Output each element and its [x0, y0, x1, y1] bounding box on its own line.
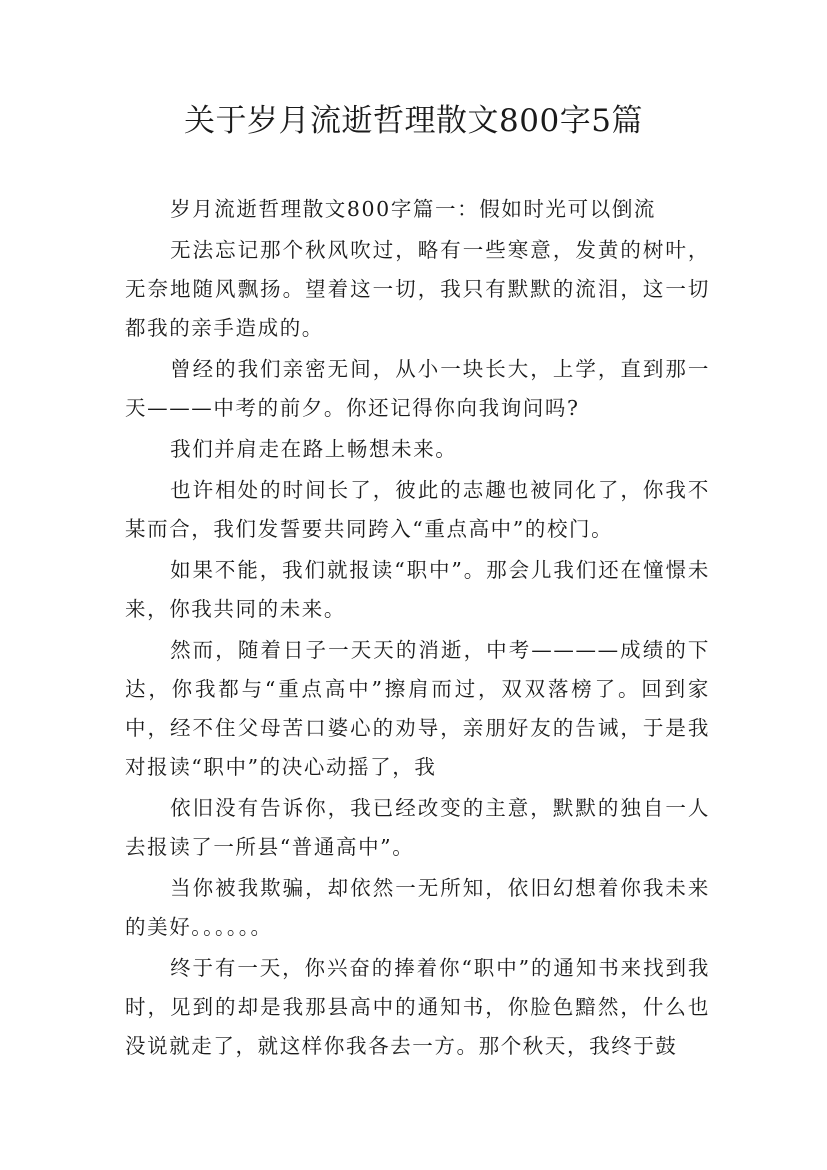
paragraph: 也许相处的时间长了，彼此的志趣也被同化了，你我不某而合，我们发誓要共同跨入“重点高中”的校门。 [125, 478, 710, 541]
paragraph: 无法忘记那个秋风吹过，略有一些寒意，发黄的树叶，无奈地随风飘扬。望着这一切，我只有默默的流泪，这一切都我的亲手造成的。 [125, 238, 710, 340]
paragraph: 当你被我欺骗，却依然一无所知，依旧幻想着你我未来的美好。。。。。。 [125, 876, 710, 939]
paragraph: 终于有一天，你兴奋的捧着你“职中”的通知书来找到我时，见到的却是我那县高中的通知书，你脸色黯然，什么也没说就走了，就这样你我各去一方。那个秋天，我终于鼓 [125, 956, 710, 1058]
document-title: 关于岁月流逝哲理散文800字5篇 [184, 103, 643, 139]
paragraph: 然而，随着日子一天天的消逝，中考————成绩的下达，你我都与“重点高中”擦肩而过，双双落榜了。回到家中，经不住父母苦口婆心的劝导，亲朋好友的告诫，于是我对报读“职中”的决心动摇了，我 [125, 638, 710, 779]
document-body [125, 190, 710, 1068]
paragraph: 如果不能，我们就报读“职中”。那会儿我们还在憧憬未来，你我共同的未来。 [125, 558, 710, 621]
section-heading: 岁月流逝哲理散文800字篇一：假如时光可以倒流 [170, 197, 657, 221]
paragraph: 曾经的我们亲密无间，从小一块长大，上学，直到那一天———中考的前夕。你还记得你向我询问吗? [125, 357, 710, 420]
paragraph: 依旧没有告诉你，我已经改变的主意，默默的独自一人去报读了一所县“普通高中”。 [125, 796, 710, 859]
paragraph: 我们并肩走在路上畅想未来。 [170, 437, 458, 461]
